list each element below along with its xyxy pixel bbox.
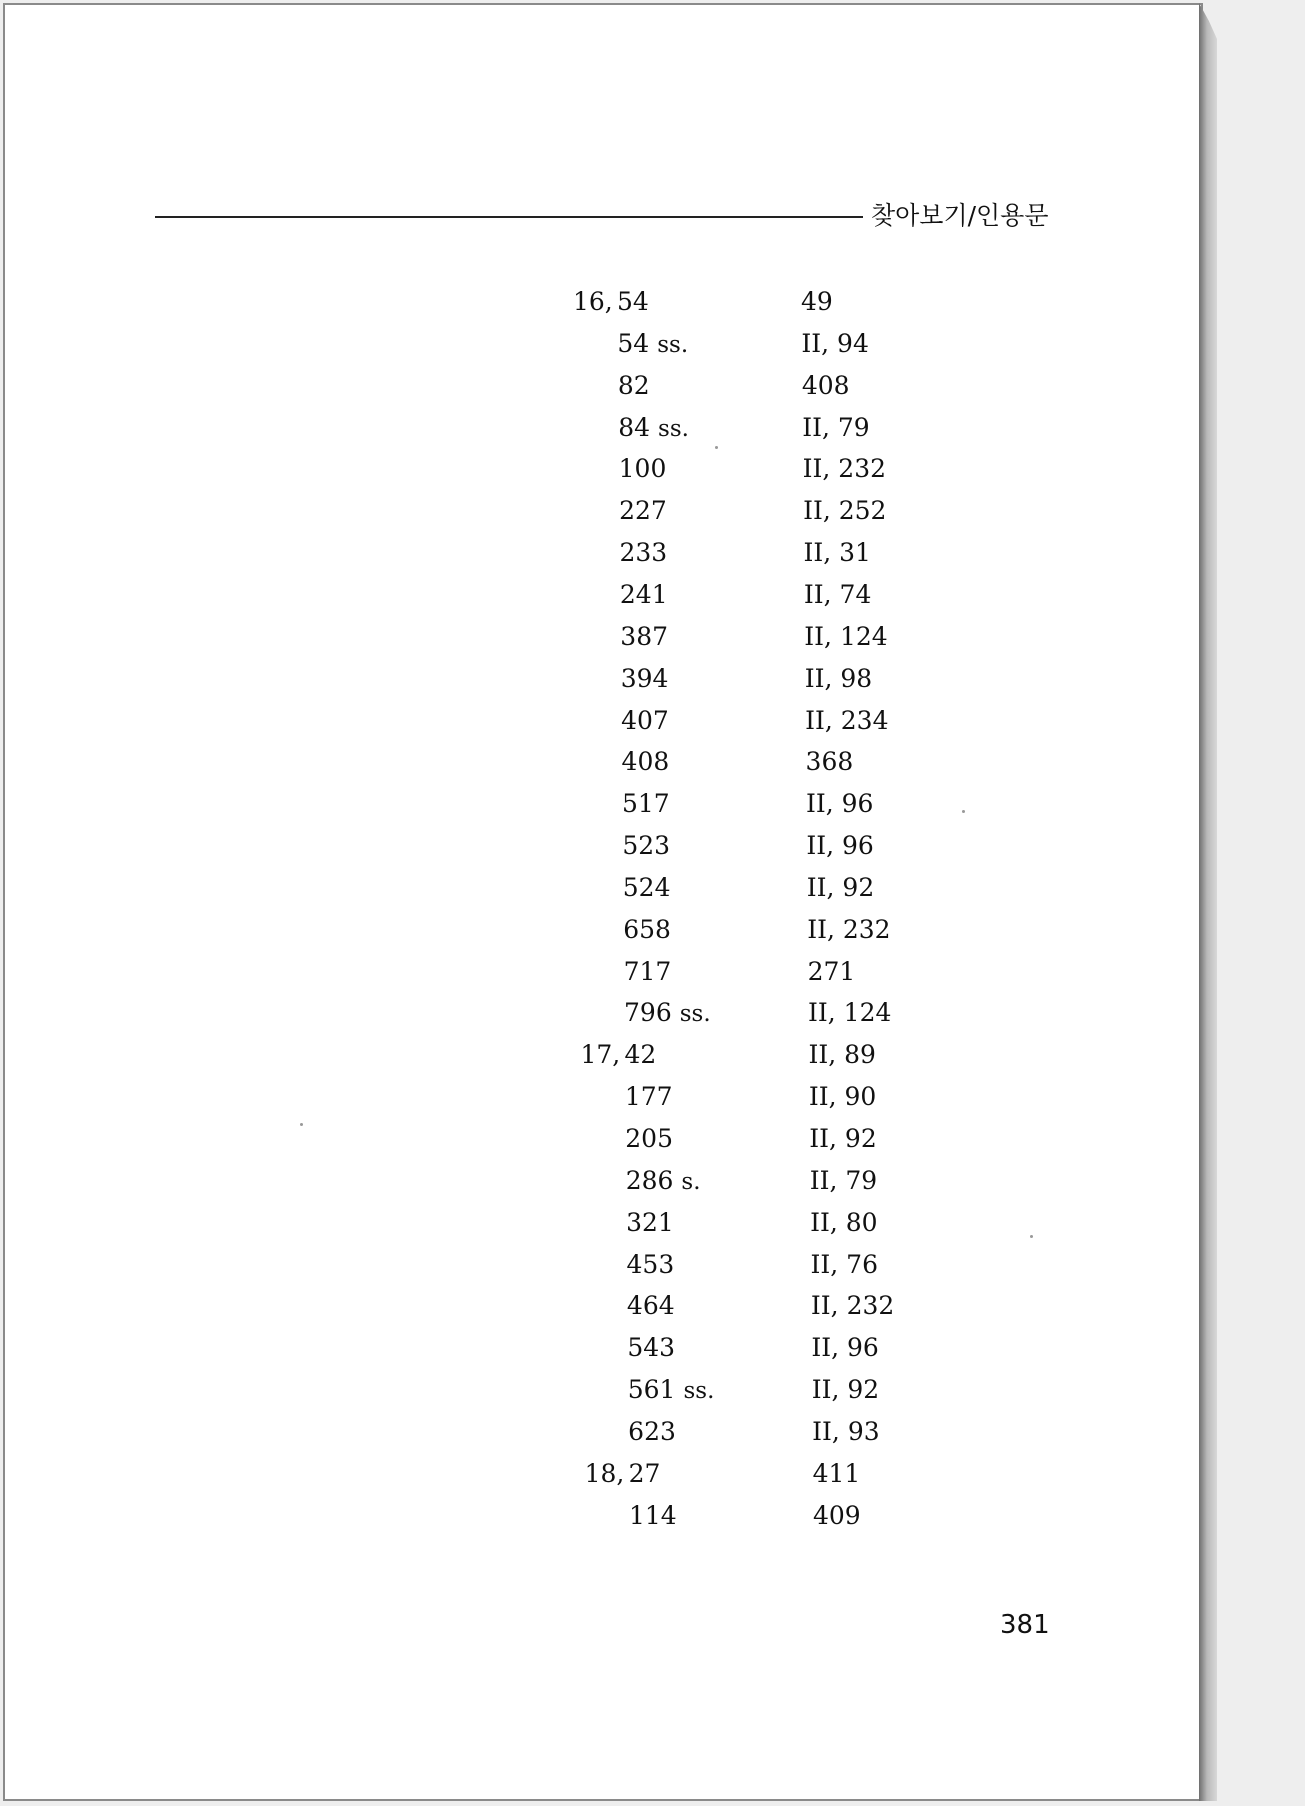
index-row xyxy=(5,1373,1105,1407)
index-row xyxy=(5,787,1105,821)
source-page: 321 xyxy=(626,1207,674,1237)
cross-reference: II, 79 xyxy=(802,412,870,442)
scan-speck xyxy=(962,810,965,813)
index-row xyxy=(5,829,1105,863)
index-row xyxy=(5,494,1105,528)
source-page: 241 xyxy=(619,579,668,609)
cross-reference: II, 98 xyxy=(804,663,873,693)
index-row xyxy=(5,745,1105,779)
index-row xyxy=(5,1248,1105,1282)
source-page: 100 xyxy=(618,454,667,484)
cross-reference: II, 92 xyxy=(809,1124,877,1153)
source-page: 286 s. xyxy=(625,1165,701,1195)
source-page: 387 xyxy=(620,621,669,651)
page-range-suffix: ss. xyxy=(657,331,689,358)
index-row xyxy=(5,1457,1105,1491)
index-row xyxy=(5,285,1105,319)
source-page: 42 xyxy=(624,1040,657,1070)
index-row xyxy=(5,536,1105,570)
index-row xyxy=(5,871,1105,905)
page-edge-shadow xyxy=(1199,3,1217,1801)
index-row xyxy=(5,1122,1105,1156)
cross-reference: II, 96 xyxy=(806,831,874,861)
source-page: 177 xyxy=(624,1082,673,1112)
source-page: 453 xyxy=(626,1249,675,1279)
page-number: 381 xyxy=(1000,1610,1050,1640)
index-row xyxy=(5,1038,1105,1072)
source-page: 54 xyxy=(617,287,649,316)
running-header-title: 찾아보기/인용문 xyxy=(871,201,1049,230)
header-rule xyxy=(155,216,863,218)
source-page: 561 ss. xyxy=(627,1375,715,1405)
source-page: 114 xyxy=(629,1500,677,1530)
source-page: 82 xyxy=(617,370,650,400)
index-row xyxy=(5,1331,1105,1365)
source-page: 796 ss. xyxy=(624,998,711,1028)
index-row xyxy=(5,1164,1105,1198)
cross-reference: II, 92 xyxy=(811,1375,880,1405)
source-page: 623 xyxy=(628,1416,676,1446)
index-row xyxy=(5,704,1105,738)
source-page: 54 ss. xyxy=(617,328,689,358)
cross-reference: II, 31 xyxy=(803,538,871,568)
source-page: 408 xyxy=(621,747,670,777)
index-row xyxy=(5,913,1105,947)
page-range-suffix: s. xyxy=(681,1168,701,1195)
cross-reference: II, 124 xyxy=(808,998,892,1028)
index-row xyxy=(5,578,1105,612)
book-number: 17, xyxy=(580,1040,621,1070)
cross-reference: II, 92 xyxy=(806,872,875,902)
index-row xyxy=(5,620,1105,654)
source-page: 205 xyxy=(625,1124,673,1153)
source-page: 27 xyxy=(628,1458,661,1488)
page-range-suffix: ss. xyxy=(658,415,689,442)
source-page: 543 xyxy=(627,1333,676,1363)
cross-reference: II, 232 xyxy=(807,914,891,944)
cross-reference: II, 90 xyxy=(808,1082,877,1112)
index-row xyxy=(5,327,1105,361)
source-page: 524 xyxy=(622,872,671,902)
source-page: 658 xyxy=(623,914,671,944)
document-page xyxy=(3,3,1203,1801)
cross-reference: 49 xyxy=(801,287,833,316)
source-page: 394 xyxy=(620,663,669,693)
index-row xyxy=(5,1415,1105,1449)
source-page: 517 xyxy=(621,789,670,819)
cross-reference: II, 74 xyxy=(803,579,872,609)
cross-reference: II, 94 xyxy=(801,328,869,358)
page-range-suffix: ss. xyxy=(679,1001,711,1028)
cross-reference: II, 80 xyxy=(810,1207,878,1237)
scan-speck xyxy=(1030,1235,1033,1238)
page-range-suffix: ss. xyxy=(683,1378,715,1405)
cross-reference: II, 124 xyxy=(804,621,888,651)
cross-reference: 409 xyxy=(813,1500,861,1530)
cross-reference: 411 xyxy=(812,1458,861,1488)
cross-reference: II, 79 xyxy=(809,1165,878,1195)
index-row xyxy=(5,1289,1105,1323)
book-number: 16, xyxy=(573,287,613,316)
cross-reference: 271 xyxy=(807,956,856,986)
source-page: 227 xyxy=(619,496,667,526)
source-page: 84 ss. xyxy=(618,412,689,442)
cross-reference: 408 xyxy=(801,370,850,400)
index-row xyxy=(5,1080,1105,1114)
source-page: 233 xyxy=(619,538,668,568)
index-row xyxy=(5,369,1105,403)
book-number: 18, xyxy=(584,1458,625,1488)
cross-reference: II, 234 xyxy=(805,705,889,735)
cross-reference: II, 96 xyxy=(805,789,874,819)
cross-reference: II, 76 xyxy=(810,1249,878,1279)
cross-reference: II, 232 xyxy=(802,454,887,484)
index-row xyxy=(5,1499,1105,1533)
cross-reference: II, 93 xyxy=(812,1416,880,1446)
scan-speck xyxy=(715,446,718,449)
scan-speck xyxy=(300,1123,303,1126)
cross-reference: II, 252 xyxy=(803,496,887,526)
index-row xyxy=(5,452,1105,486)
cross-reference: II, 232 xyxy=(810,1291,895,1321)
cross-reference: 368 xyxy=(805,747,854,777)
source-page: 717 xyxy=(623,956,672,986)
source-page: 407 xyxy=(621,705,669,735)
index-row xyxy=(5,996,1105,1030)
source-page: 464 xyxy=(626,1291,675,1321)
index-row xyxy=(5,662,1105,696)
index-row xyxy=(5,411,1105,445)
index-row xyxy=(5,955,1105,989)
cross-reference: II, 89 xyxy=(808,1040,876,1070)
cross-reference: II, 96 xyxy=(811,1333,879,1363)
source-page: 523 xyxy=(622,831,671,861)
index-row xyxy=(5,1206,1105,1240)
